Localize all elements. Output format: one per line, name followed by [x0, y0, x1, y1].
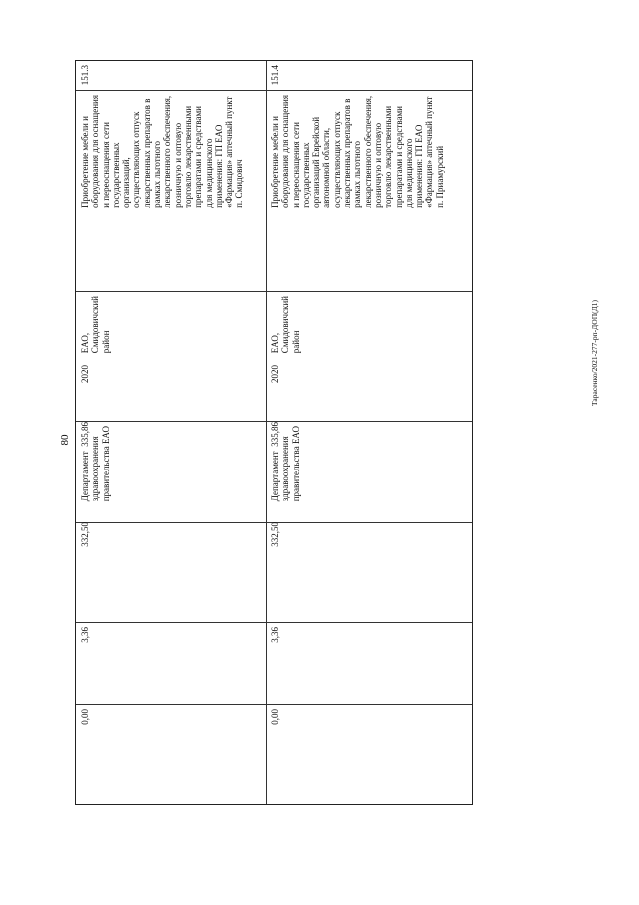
row-2-description: Приобретение мебели и оборудования для оснащения и переоснащения сети государственных организаций Еврейской автономной области, осуществляющих отпуск лекарственных препаратов в рамках льготного лекарственного обеспечения, розничную и оптовую торговлю лекарственными препаратами и средствами для медицинского применения: ГП ЕАО «Фармация» аптечный пункт п. Приамурский	[270, 95, 445, 208]
row-2-value-1: 332,50	[270, 522, 280, 547]
column-divider	[76, 622, 472, 623]
row-divider	[266, 61, 267, 804]
row-1-number: 151.3	[80, 65, 90, 86]
row-2-number: 151.4	[270, 65, 280, 86]
row-1-year: 2020	[80, 365, 90, 383]
row-1-description: Приобретение мебели и оборудования для оснащения и переоснащения сети государственных организаций, осуществляющих отпуск лекарственных препаратов в рамках льготного лекарственного обеспечения, розничную и оптовую торговлю лекарственными препаратами и средствами для медицинского применения: ГП ЕАО «Фармация» аптечный пункт п. Смидович	[80, 95, 245, 208]
row-1-value-2: 3,36	[80, 627, 90, 643]
row-1-department: Департамент здравоохранения правительства ЕАО	[80, 426, 111, 502]
row-1-value-1: 332,50	[80, 522, 90, 547]
row-1-value-3: 0,00	[80, 709, 90, 725]
row-2-department: Департамент здравоохранения правительства ЕАО	[270, 426, 301, 502]
row-1-location: ЕАО, Смидовичский район	[80, 296, 111, 354]
footer-document-code: Тарасенко/2021-277-рп-ДОП(Д1)	[590, 300, 599, 406]
column-divider	[76, 704, 472, 705]
row-1-total: 335,86	[80, 422, 90, 447]
page-number: 80	[59, 434, 71, 446]
row-2-year: 2020	[270, 365, 280, 383]
row-2-value-3: 0,00	[270, 709, 280, 725]
row-2-value-2: 3,36	[270, 627, 280, 643]
column-divider	[76, 90, 472, 91]
column-divider	[76, 291, 472, 292]
row-2-total: 335,86	[270, 422, 280, 447]
row-2-location: ЕАО, Смидовичский район	[270, 296, 301, 354]
data-table	[75, 60, 473, 805]
